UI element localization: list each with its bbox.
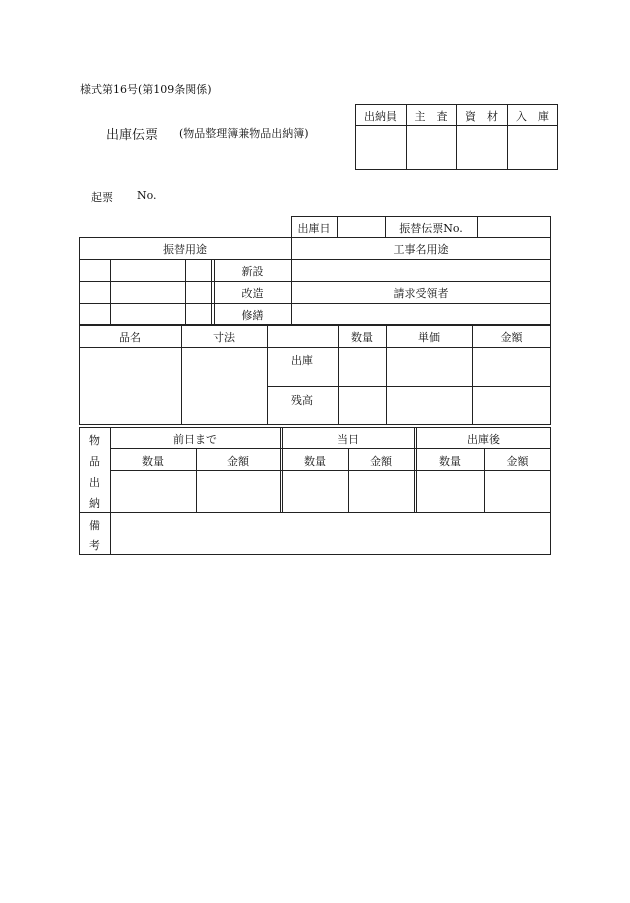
transfer-voucher-no-label: 振替伝票No.: [399, 222, 463, 235]
quantity-header: 数量: [351, 331, 373, 344]
construction-purpose-field[interactable]: [292, 260, 550, 280]
no-label: No.: [137, 189, 157, 202]
page-subtitle: (物品整理簿兼物品出納簿): [179, 127, 309, 140]
stamp-cell-shizai[interactable]: [457, 126, 506, 169]
remarks-side-label-1: 備: [89, 519, 100, 532]
item-name-field[interactable]: [80, 348, 180, 424]
until-prev-day-header: 前日まで: [173, 433, 217, 446]
construction-purpose-header: 工事名用途: [393, 243, 449, 256]
form-number: 様式第16号(第109条関係): [80, 83, 212, 96]
today-amount-header: 金額: [370, 455, 392, 468]
new-install-label: 新設: [241, 265, 264, 278]
repair-label: 修繕: [241, 309, 264, 322]
transfer-purpose-header: 振替用途: [163, 243, 207, 256]
kihyo-label: 起票: [91, 191, 113, 204]
approval-header-nyuko: 入 庫: [516, 110, 549, 123]
after-issue-header: 出庫後: [467, 433, 500, 446]
requester-field[interactable]: [292, 304, 550, 324]
dimension-header: 寸法: [213, 331, 235, 344]
after-amount-header: 金額: [506, 455, 529, 468]
issue-date-label: 出庫日: [297, 222, 331, 235]
remarks-field[interactable]: [111, 513, 550, 554]
modification-label: 改造: [241, 287, 264, 300]
stamp-cell-suitoin[interactable]: [356, 126, 405, 169]
page-title: 出庫伝票: [106, 128, 159, 143]
prev-quantity-header: 数量: [142, 455, 164, 468]
after-quantity-header: 数量: [439, 455, 461, 468]
item-name-header: 品名: [119, 331, 141, 344]
issue-date-field[interactable]: [338, 217, 384, 237]
ledger-side-label-1: 物: [89, 434, 100, 447]
transfer-voucher-no-field[interactable]: [478, 217, 550, 237]
requester-label: 請求受領者: [393, 287, 449, 300]
dimension-field[interactable]: [182, 348, 266, 424]
ledger-side-label-3: 出: [89, 476, 100, 489]
approval-header-suitoin: 出納員: [364, 110, 397, 123]
amount-header: 金額: [500, 331, 523, 344]
approval-header-shizai: 資 材: [465, 110, 498, 123]
unit-price-header: 単価: [418, 331, 440, 344]
stamp-cell-nyuko[interactable]: [508, 126, 557, 169]
ledger-side-label-2: 品: [89, 455, 100, 468]
prev-amount-header: 金額: [227, 455, 249, 468]
approval-header-shusa: 主 査: [414, 110, 448, 123]
remarks-side-label-2: 考: [89, 539, 100, 552]
today-header: 当日: [337, 433, 359, 446]
stamp-cell-shusa[interactable]: [407, 126, 455, 169]
ledger-side-label-4: 納: [89, 497, 100, 510]
balance-row-label: 残高: [291, 394, 313, 407]
issue-row-label: 出庫: [291, 354, 313, 367]
today-quantity-header: 数量: [304, 455, 326, 468]
